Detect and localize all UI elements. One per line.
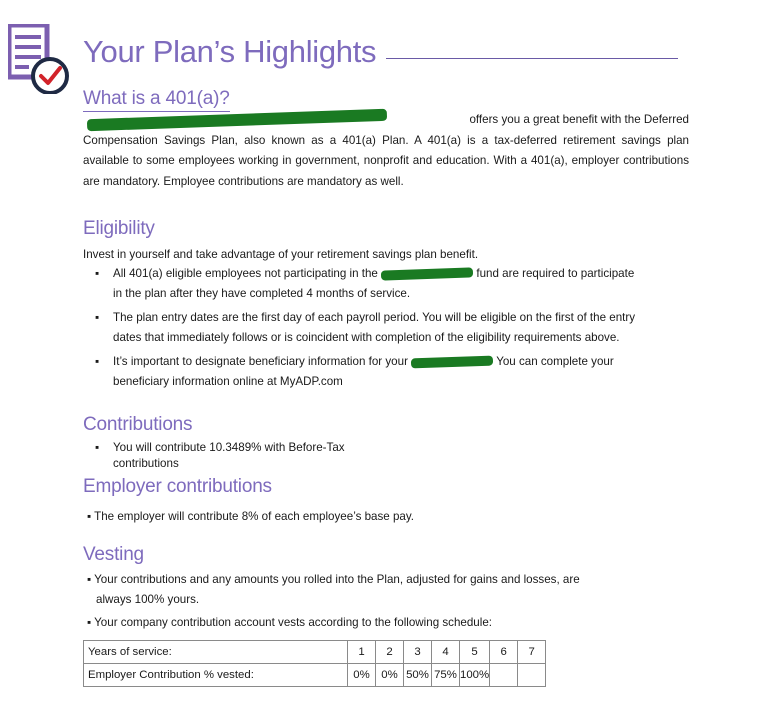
bullet-icon: ▪ (95, 311, 100, 324)
vested-cell: 50% (404, 664, 432, 687)
year-cell: 6 (490, 641, 518, 664)
employer-b1: The employer will contribute 8% of each employee’s base pay. (94, 510, 414, 523)
heading-eligibility: Eligibility (83, 218, 155, 239)
title-rule (386, 58, 678, 59)
list-item (95, 264, 640, 304)
list-item (87, 570, 607, 610)
bullet-icon: ▪ (95, 355, 100, 368)
vested-cell: 0% (376, 664, 404, 687)
eligibility-list (95, 264, 640, 396)
heading-vesting: Vesting (83, 544, 144, 565)
document-check-icon (8, 24, 76, 94)
eligibility-intro: Invest in yourself and take advantage of your retirement savings plan benefit. (83, 248, 479, 261)
table-row (84, 641, 546, 664)
redaction (411, 356, 493, 369)
eligibility-b3-b: You can complete your beneficiary information online at MyADP.com (113, 355, 614, 388)
row-label-vested: Employer Contribution % vested: (84, 664, 348, 687)
year-cell: 2 (376, 641, 404, 664)
vesting-schedule-table (83, 640, 546, 687)
what-line1-tail: offers you a great benefit with the Deferred (469, 113, 689, 126)
vested-cell: 75% (432, 664, 460, 687)
year-cell: 4 (432, 641, 460, 664)
what-rest: Compensation Savings Plan, also known as a 401(a) Plan. A 401(a) is a tax-deferred retirement savings plan available to some employees working in government, nonprofit and education. With a 401(a), employer contributions are mandatory. Employee contributions are mandatory as well. (83, 133, 689, 188)
heading-contributions: Contributions (83, 414, 193, 435)
heading-what-is-401a: What is a 401(a)? (83, 88, 230, 112)
list-item (95, 308, 640, 348)
list-item (87, 507, 707, 527)
redaction (381, 267, 473, 280)
contributions-list (95, 440, 395, 476)
bullet-icon: ▪ (95, 267, 100, 280)
list-item (95, 352, 640, 392)
bullet-icon: ▪ (87, 573, 92, 586)
contributions-b1: You will contribute 10.3489% with Before-Tax contributions (113, 441, 345, 470)
list-item (87, 613, 607, 633)
vesting-b2: Your company contribution account vests according to the following schedule: (94, 616, 493, 629)
vesting-b1: Your contributions and any amounts you rolled into the Plan, adjusted for gains and losses, are always 100% yours. (94, 573, 580, 606)
table-row (84, 664, 546, 687)
row-label-years: Years of service: (84, 641, 348, 664)
list-item (95, 440, 395, 472)
year-cell: 1 (348, 641, 376, 664)
employer-list (87, 507, 707, 531)
year-cell: 7 (518, 641, 546, 664)
vested-cell: 0% (348, 664, 376, 687)
eligibility-b1-b: fund are required to participate in the plan after they have completed 4 months of service. (113, 267, 635, 300)
eligibility-b2: The plan entry dates are the first day of each payroll period. You will be eligible on the first of the entry dates that immediately follows or is coincident with completion of the eligibility requirements above. (113, 311, 636, 344)
eligibility-b3-a: It’s important to designate beneficiary information for your (113, 355, 408, 368)
what-paragraph (83, 110, 689, 192)
heading-employer-contributions: Employer contributions (83, 476, 272, 497)
vested-cell (518, 664, 546, 687)
bullet-icon: ▪ (87, 616, 92, 629)
bullet-icon: ▪ (87, 510, 92, 523)
vesting-list (87, 570, 607, 637)
vested-cell: 100% (460, 664, 490, 687)
year-cell: 5 (460, 641, 490, 664)
bullet-icon: ▪ (95, 441, 100, 454)
vested-cell (490, 664, 518, 687)
year-cell: 3 (404, 641, 432, 664)
redaction (87, 109, 387, 131)
eligibility-b1-a: All 401(a) eligible employees not participating in the (113, 267, 378, 280)
page-title: Your Plan’s Highlights (83, 34, 377, 69)
